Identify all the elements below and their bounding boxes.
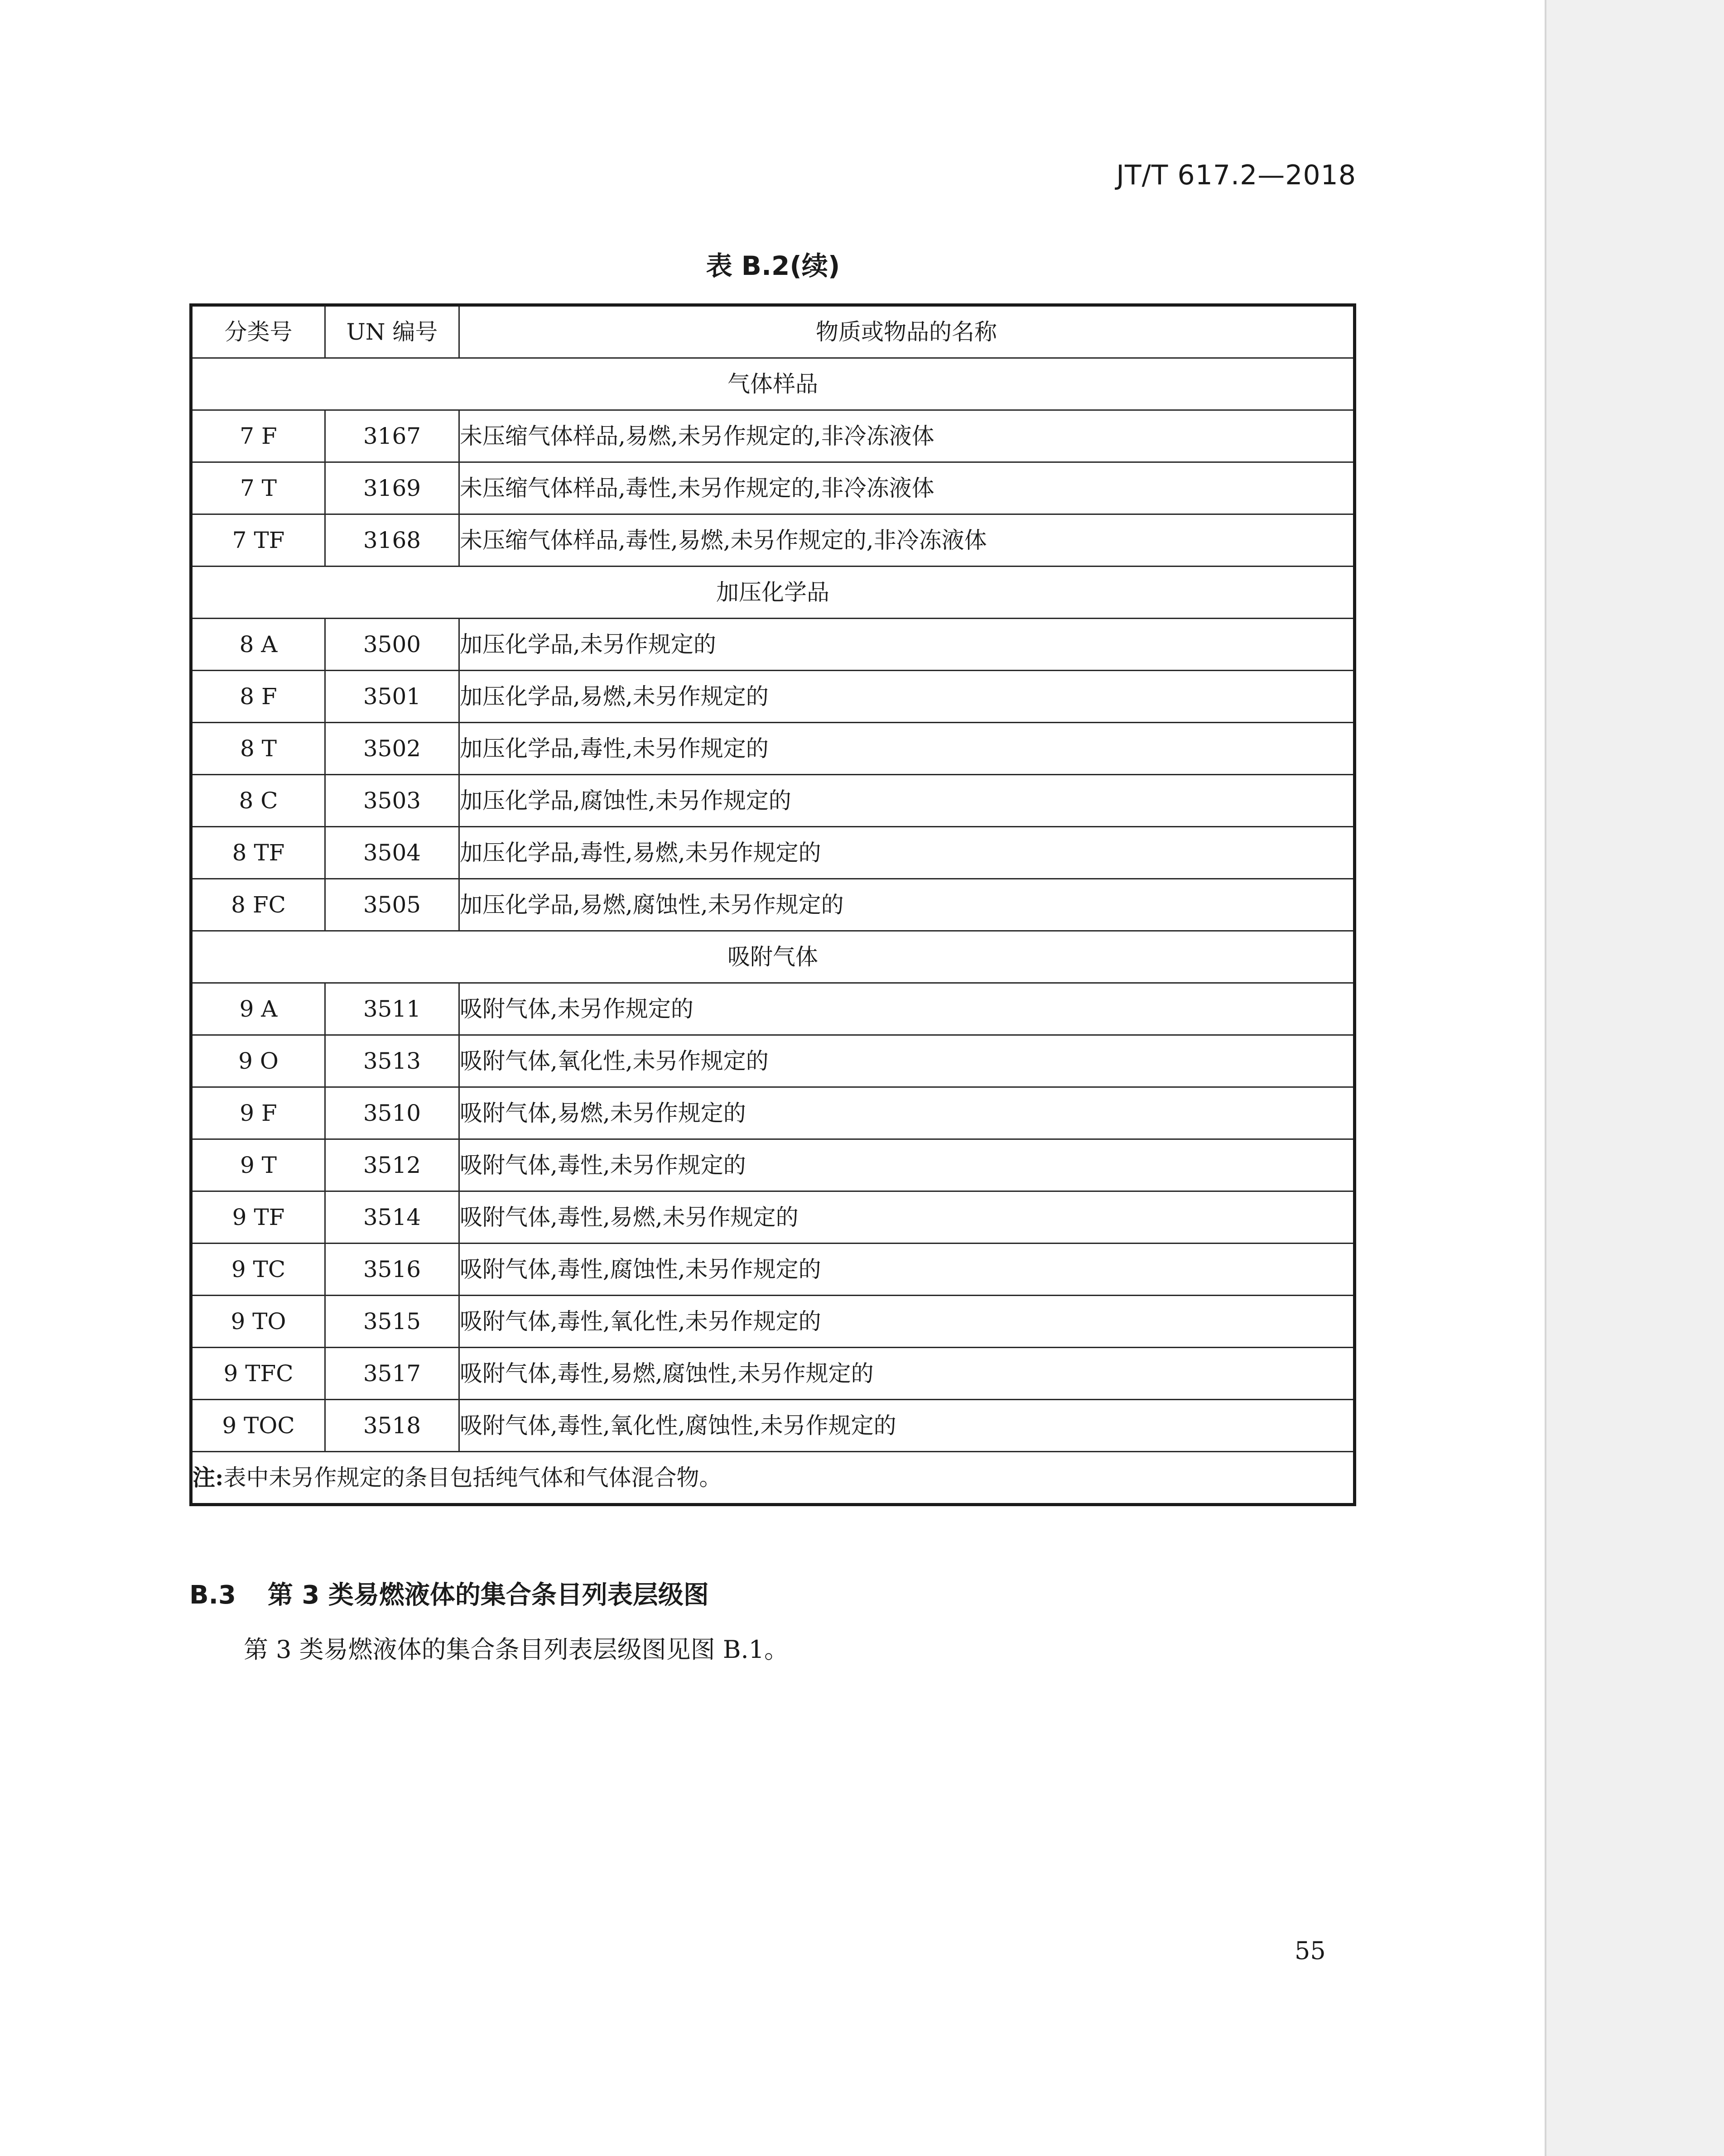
- un-number-cell: 3518: [325, 1400, 459, 1452]
- un-number-cell: 3517: [325, 1348, 459, 1400]
- class-code-cell: 9 TF: [191, 1191, 325, 1244]
- un-number-cell: 3169: [325, 462, 459, 514]
- class-code-cell: 9 TO: [191, 1296, 325, 1348]
- un-number-cell: 3504: [325, 827, 459, 879]
- class-code-cell: 9 O: [191, 1035, 325, 1087]
- table-row: [191, 1244, 1355, 1296]
- table-row: [191, 775, 1355, 827]
- section-heading: [189, 1575, 709, 1611]
- substance-name-cell: 未压缩气体样品,毒性,易燃,未另作规定的,非冷冻液体: [459, 514, 1355, 567]
- substance-name-cell: 吸附气体,毒性,氧化性,未另作规定的: [459, 1296, 1355, 1348]
- substance-name-cell: 加压化学品,易燃,未另作规定的: [459, 671, 1355, 723]
- un-number-cell: 3501: [325, 671, 459, 723]
- class-code-cell: 9 TOC: [191, 1400, 325, 1452]
- substance-name-cell: 加压化学品,毒性,未另作规定的: [459, 723, 1355, 775]
- class-code-cell: 8 C: [191, 775, 325, 827]
- class-code-cell: 8 F: [191, 671, 325, 723]
- substance-name-cell: 吸附气体,未另作规定的: [459, 983, 1355, 1035]
- un-number-cell: 3510: [325, 1087, 459, 1139]
- un-number-cell: 3168: [325, 514, 459, 567]
- table-row: [191, 1400, 1355, 1452]
- table-row: [191, 1035, 1355, 1087]
- table-group-row: [191, 931, 1355, 983]
- page-number: 55: [1295, 1936, 1326, 1965]
- table-row: [191, 619, 1355, 671]
- substance-name-cell: 加压化学品,易燃,腐蚀性,未另作规定的: [459, 879, 1355, 931]
- dangerous-goods-table: [189, 303, 1356, 1506]
- class-code-cell: 9 TFC: [191, 1348, 325, 1400]
- table-row: [191, 1087, 1355, 1139]
- un-number-cell: 3505: [325, 879, 459, 931]
- table-row: [191, 983, 1355, 1035]
- class-code-cell: 8 FC: [191, 879, 325, 931]
- table-row: [191, 514, 1355, 567]
- substance-name-cell: 吸附气体,毒性,易燃,未另作规定的: [459, 1191, 1355, 1244]
- note-label: 注:: [193, 1464, 224, 1491]
- class-code-cell: 8 T: [191, 723, 325, 775]
- table-group-row: [191, 567, 1355, 619]
- group-title: 加压化学品: [191, 567, 1355, 619]
- class-code-cell: 8 TF: [191, 827, 325, 879]
- class-code-cell: 7 F: [191, 410, 325, 462]
- substance-name-cell: 加压化学品,未另作规定的: [459, 619, 1355, 671]
- un-number-cell: 3514: [325, 1191, 459, 1244]
- table-row: [191, 671, 1355, 723]
- substance-name-cell: 吸附气体,毒性,氧化性,腐蚀性,未另作规定的: [459, 1400, 1355, 1452]
- table-row: [191, 462, 1355, 514]
- section-number: B.3: [189, 1580, 236, 1610]
- un-number-cell: 3502: [325, 723, 459, 775]
- un-number-cell: 3500: [325, 619, 459, 671]
- un-number-cell: 3167: [325, 410, 459, 462]
- table-row: [191, 723, 1355, 775]
- un-number-cell: 3511: [325, 983, 459, 1035]
- table-row: [191, 1191, 1355, 1244]
- substance-name-cell: 加压化学品,毒性,易燃,未另作规定的: [459, 827, 1355, 879]
- table-note-row: [191, 1452, 1355, 1505]
- section-title: 第 3 类易燃液体的集合条目列表层级图: [267, 1580, 709, 1610]
- class-code-cell: 7 TF: [191, 514, 325, 567]
- table-group-row: [191, 358, 1355, 410]
- substance-name-cell: 吸附气体,毒性,未另作规定的: [459, 1139, 1355, 1191]
- substance-name-cell: 未压缩气体样品,易燃,未另作规定的,非冷冻液体: [459, 410, 1355, 462]
- substance-name-cell: 加压化学品,腐蚀性,未另作规定的: [459, 775, 1355, 827]
- table-header-row: [191, 305, 1355, 358]
- note-text: 表中未另作规定的条目包括纯气体和气体混合物。: [223, 1465, 722, 1491]
- class-code-cell: 7 T: [191, 462, 325, 514]
- class-code-cell: 9 TC: [191, 1244, 325, 1296]
- group-title: 气体样品: [191, 358, 1355, 410]
- table-row: [191, 827, 1355, 879]
- table-row: [191, 879, 1355, 931]
- substance-name-cell: 吸附气体,易燃,未另作规定的: [459, 1087, 1355, 1139]
- column-header-name: 物质或物品的名称: [459, 305, 1355, 358]
- un-number-cell: 3515: [325, 1296, 459, 1348]
- table-body: [191, 358, 1355, 1505]
- column-header-un-number: UN 编号: [325, 305, 459, 358]
- un-number-cell: 3512: [325, 1139, 459, 1191]
- group-title: 吸附气体: [191, 931, 1355, 983]
- substance-name-cell: 吸附气体,氧化性,未另作规定的: [459, 1035, 1355, 1087]
- substance-name-cell: 吸附气体,毒性,易燃,腐蚀性,未另作规定的: [459, 1348, 1355, 1400]
- table-row: [191, 1296, 1355, 1348]
- un-number-cell: 3513: [325, 1035, 459, 1087]
- document-code: JT/T 617.2—2018: [1116, 159, 1356, 191]
- column-header-class: 分类号: [191, 305, 325, 358]
- table-row: [191, 1348, 1355, 1400]
- page-edge-gutter: [1545, 0, 1724, 2156]
- un-number-cell: 3503: [325, 775, 459, 827]
- table-caption: 表 B.2(续): [706, 250, 840, 281]
- section-body-text: 第 3 类易燃液体的集合条目列表层级图见图 B.1。: [244, 1635, 789, 1664]
- substance-name-cell: 未压缩气体样品,毒性,未另作规定的,非冷冻液体: [459, 462, 1355, 514]
- table-row: [191, 410, 1355, 462]
- table-row: [191, 1139, 1355, 1191]
- class-code-cell: 9 A: [191, 983, 325, 1035]
- table-note: [191, 1452, 1355, 1505]
- class-code-cell: 9 T: [191, 1139, 325, 1191]
- substance-name-cell: 吸附气体,毒性,腐蚀性,未另作规定的: [459, 1244, 1355, 1296]
- un-number-cell: 3516: [325, 1244, 459, 1296]
- class-code-cell: 9 F: [191, 1087, 325, 1139]
- class-code-cell: 8 A: [191, 619, 325, 671]
